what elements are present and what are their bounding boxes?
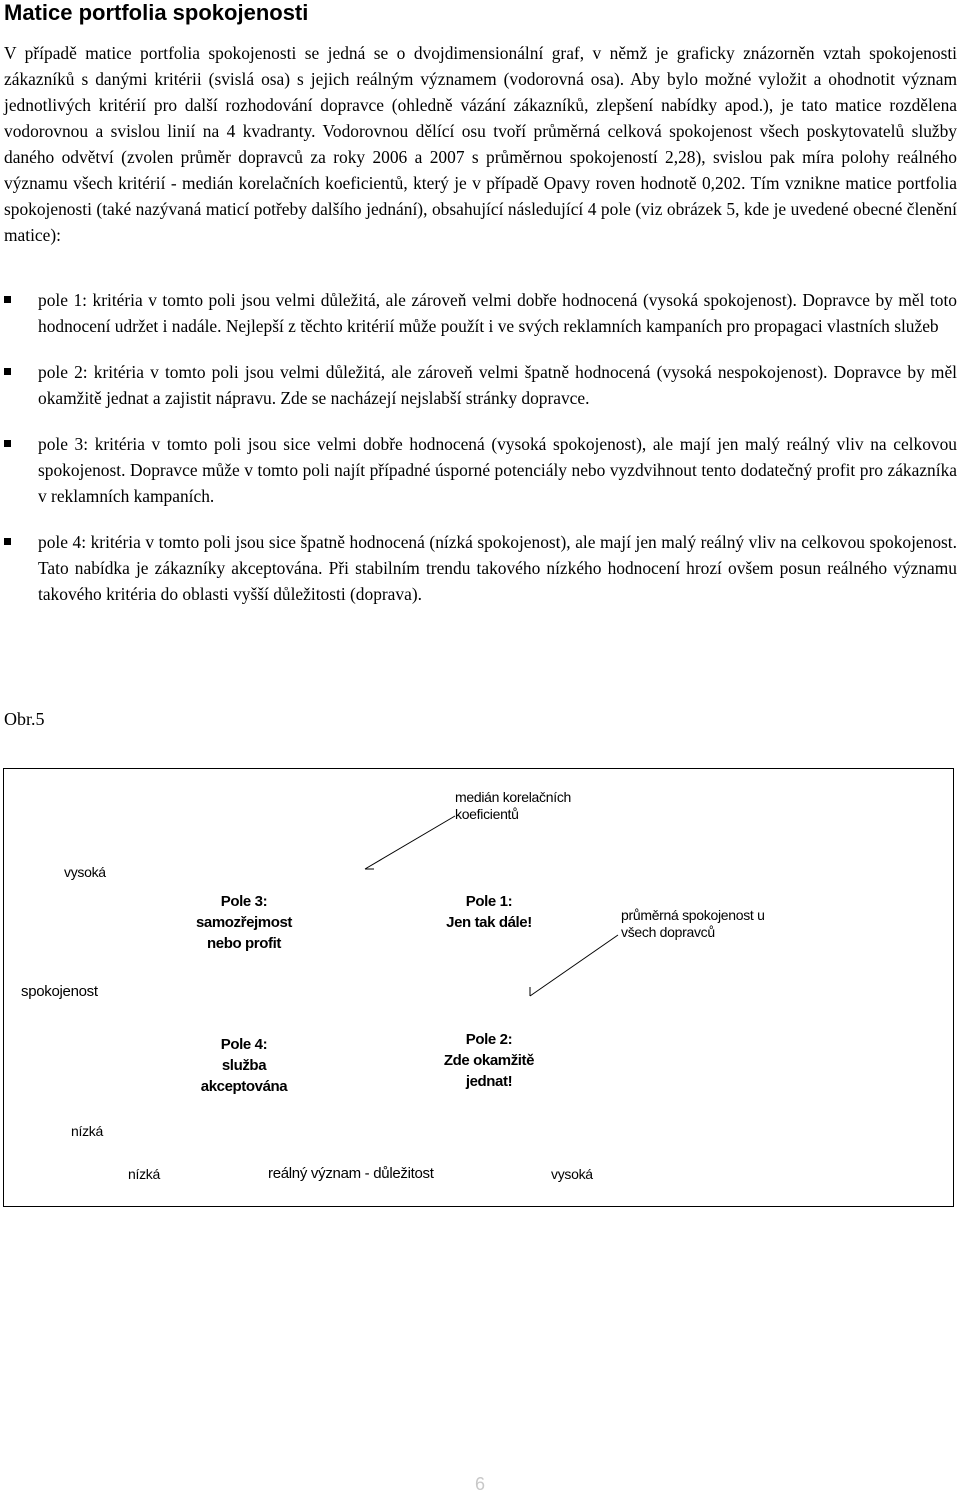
list-item-text: pole 4: kritéria v tomto poli jsou sice špatně hodnocená (nízká spokojenost), ale mají jen malý reálný vliv na celkovou spokojenost. Tato nabídka je zákazníky akceptována. Při stabilním trendu takového nízkého hodnocení hrozí ovšem posun reálného významu takového kritéria do oblasti vyšší důležitosti (doprava). <box>38 532 957 604</box>
x-low-label: nízká <box>128 1166 160 1182</box>
square-bullet-icon <box>4 538 11 545</box>
list-item <box>0 529 957 607</box>
y-high-label: vysoká <box>64 864 106 880</box>
list-item-text: pole 3: kritéria v tomto poli jsou sice velmi dobře hodnocená (vysoká spokojenost), ale mají jen malý reálný vliv na celkovou spokojenost. Dopravce může v tomto poli najít případné úsporné potenciály nebo vyzdvihnout tento dodatečný profit pro zákazníka v reklamních kampaních. <box>38 434 957 506</box>
portfolio-matrix-figure <box>3 768 954 1207</box>
square-bullet-icon <box>4 440 11 447</box>
avg-satisfaction-label: průměrná spokojenost u všech dopravců <box>621 907 765 940</box>
figure-caption: Obr.5 <box>4 709 45 729</box>
median-leader-line <box>365 816 455 869</box>
y-low-label: nízká <box>71 1123 103 1139</box>
x-axis-label: reálný význam - důležitost <box>268 1165 434 1182</box>
quadrant-4-label: Pole 4: služba akceptována <box>200 1036 288 1095</box>
y-axis-label: spokojenost <box>21 983 98 1000</box>
bullet-list <box>0 287 957 627</box>
matrix-lines <box>4 769 955 1208</box>
list-item <box>0 287 957 339</box>
list-item-text: pole 1: kritéria v tomto poli jsou velmi důležitá, ale zároveň velmi dobře hodnocená (vysoká spokojenost). Dopravce by měl toto hodnocení udržet i nadále. Nejlepší z těchto kritérií může použít i ve svých reklamních kampaních pro propagaci vlastních služeb <box>38 290 957 336</box>
section-heading: Matice portfolia spokojenosti <box>4 0 309 25</box>
quadrant-1-label: Pole 1: Jen tak dále! <box>446 893 532 931</box>
list-item <box>0 359 957 411</box>
quadrant-2-label: Pole 2: Zde okamžitě jednat! <box>443 1031 535 1090</box>
x-high-label: vysoká <box>551 1166 593 1182</box>
list-item-text: pole 2: kritéria v tomto poli jsou velmi důležitá, ale zároveň velmi špatně hodnocená (vysoká nespokojenost). Dopravce by měl okamžitě jednat a zajistit nápravu. Zde se nacházejí nejslabší stránky dopravce. <box>38 362 957 408</box>
body-paragraph: V případě matice portfolia spokojenosti se jedná se o dvojdimensionální graf, v němž je graficky znázorněn vztah spokojenosti zákazníků s danými kritérii (svislá osa) s jejich reálným významem (vodorovná osa). Aby bylo možné vyložit a ohodnotit význam jednotlivých kritérií pro další rozhodování dopravce (ohledně vázání zákazníků, zlepšení nabídky apod.), je tato matice rozdělena vodorovnou a svislou linií na 4 kvadranty. Vodorovnou dělící osu tvoří průměrná celková spokojenost všech poskytovatelů služby daného odvětví (zvolen průměr dopravců za roky 2006 a 2007 s průměrnou spokojeností 2,28), svislou pak míra polohy reálného významu všech kritérií - medián korelačních koeficientů, který je v případě Opavy roven hodnotě 0,202. Tím vznikne matice portfolia spokojenosti (také nazývaná maticí potřeby dalšího jednání), obsahující následující 4 pole (viz obrázek 5, kde je uvedené obecné členění matice): <box>4 43 957 245</box>
square-bullet-icon <box>4 296 11 303</box>
list-item <box>0 431 957 509</box>
page-number: 6 <box>474 1474 485 1494</box>
square-bullet-icon <box>4 368 11 375</box>
avg-leader-line <box>530 935 618 996</box>
quadrant-3-label: Pole 3: samozřejmost nebo profit <box>195 893 293 952</box>
median-label: medián korelačních koeficientů <box>455 789 571 822</box>
